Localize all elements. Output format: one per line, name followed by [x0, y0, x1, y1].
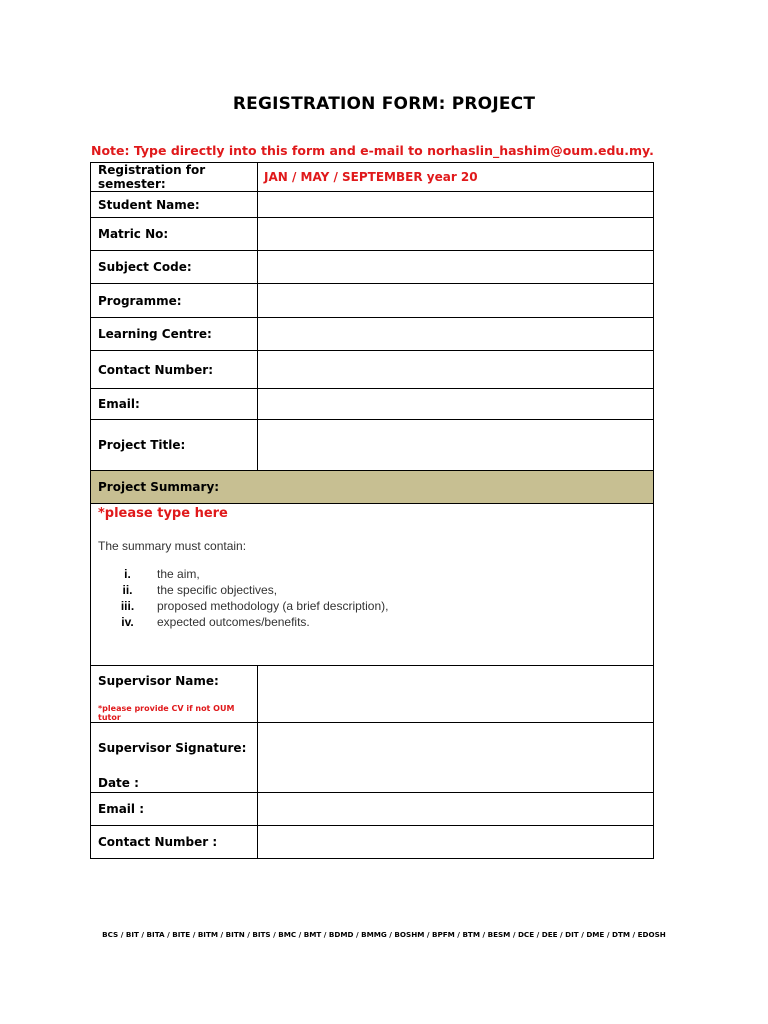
supervisor-name-field[interactable]: [258, 666, 654, 723]
supervisor-email-label: Email :: [91, 793, 258, 826]
student-name-label: Student Name:: [91, 192, 258, 218]
list-number: iv.: [121, 615, 134, 629]
summary-requirements-list: [98, 566, 653, 630]
email-label: Email:: [91, 389, 258, 420]
semester-options: JAN / MAY / SEPTEMBER year 20: [264, 170, 478, 184]
supervisor-signature-label: Supervisor Signature:: [98, 741, 247, 755]
list-number: ii.: [122, 583, 133, 597]
registration-form-table: [90, 162, 654, 859]
programme-label: Programme:: [91, 284, 258, 318]
supervisor-email-field[interactable]: [258, 793, 654, 826]
list-number: iii.: [120, 599, 135, 613]
project-summary-header: Project Summary:: [91, 471, 654, 504]
learning-centre-label: Learning Centre:: [91, 318, 258, 351]
subject-code-field[interactable]: [258, 251, 654, 284]
form-title: REGISTRATION FORM: PROJECT: [232, 94, 536, 114]
list-item: [98, 614, 653, 630]
project-title-label: Project Title:: [91, 420, 258, 471]
email-field[interactable]: [258, 389, 654, 420]
cv-note: *please provide CV if not OUM tutor: [98, 704, 235, 722]
contact-number-field[interactable]: [258, 351, 654, 389]
list-text: expected outcomes/benefits.: [157, 615, 310, 629]
project-title-field[interactable]: [258, 420, 654, 471]
learning-centre-field[interactable]: [258, 318, 654, 351]
list-item: [98, 582, 653, 598]
programme-field[interactable]: [258, 284, 654, 318]
list-text: the aim,: [157, 567, 200, 581]
student-name-field[interactable]: [258, 192, 654, 218]
submission-note: Note: Type directly into this form and e-mail to norhaslin_hashim@oum.edu.my.: [91, 143, 654, 158]
semester-label: Registration for semester:: [91, 163, 258, 192]
list-text: the specific objectives,: [157, 583, 278, 597]
supervisor-name-label-cell: [91, 666, 258, 723]
supervisor-signature-field[interactable]: [258, 723, 654, 793]
programme-codes-footer: BCS / BIT / BITA / BITE / BITM / BITN / BITS / BMC / BMT / BDMD / BMMG / BOSHM / BPFM / BTM / BESM / DCE / DEE / DIT / DME / DTM / EDOSH: [102, 930, 666, 939]
list-text: proposed methodology (a brief description),: [157, 599, 389, 613]
contact-number-label: Contact Number:: [91, 351, 258, 389]
matric-no-field[interactable]: [258, 218, 654, 251]
subject-code-label: Subject Code:: [91, 251, 258, 284]
supervisor-contact-label: Contact Number :: [91, 826, 258, 859]
supervisor-signature-label-cell: [91, 723, 258, 793]
supervisor-contact-field[interactable]: [258, 826, 654, 859]
list-number: i.: [124, 567, 131, 581]
please-type-here: *please type here: [98, 506, 228, 521]
list-item: [98, 598, 653, 614]
semester-field[interactable]: [258, 163, 654, 192]
project-summary-field[interactable]: [91, 504, 654, 666]
matric-no-label: Matric No:: [91, 218, 258, 251]
summary-intro: The summary must contain:: [98, 539, 247, 553]
date-label: Date :: [98, 776, 139, 790]
list-item: [98, 566, 653, 582]
supervisor-name-label: Supervisor Name:: [98, 674, 219, 688]
